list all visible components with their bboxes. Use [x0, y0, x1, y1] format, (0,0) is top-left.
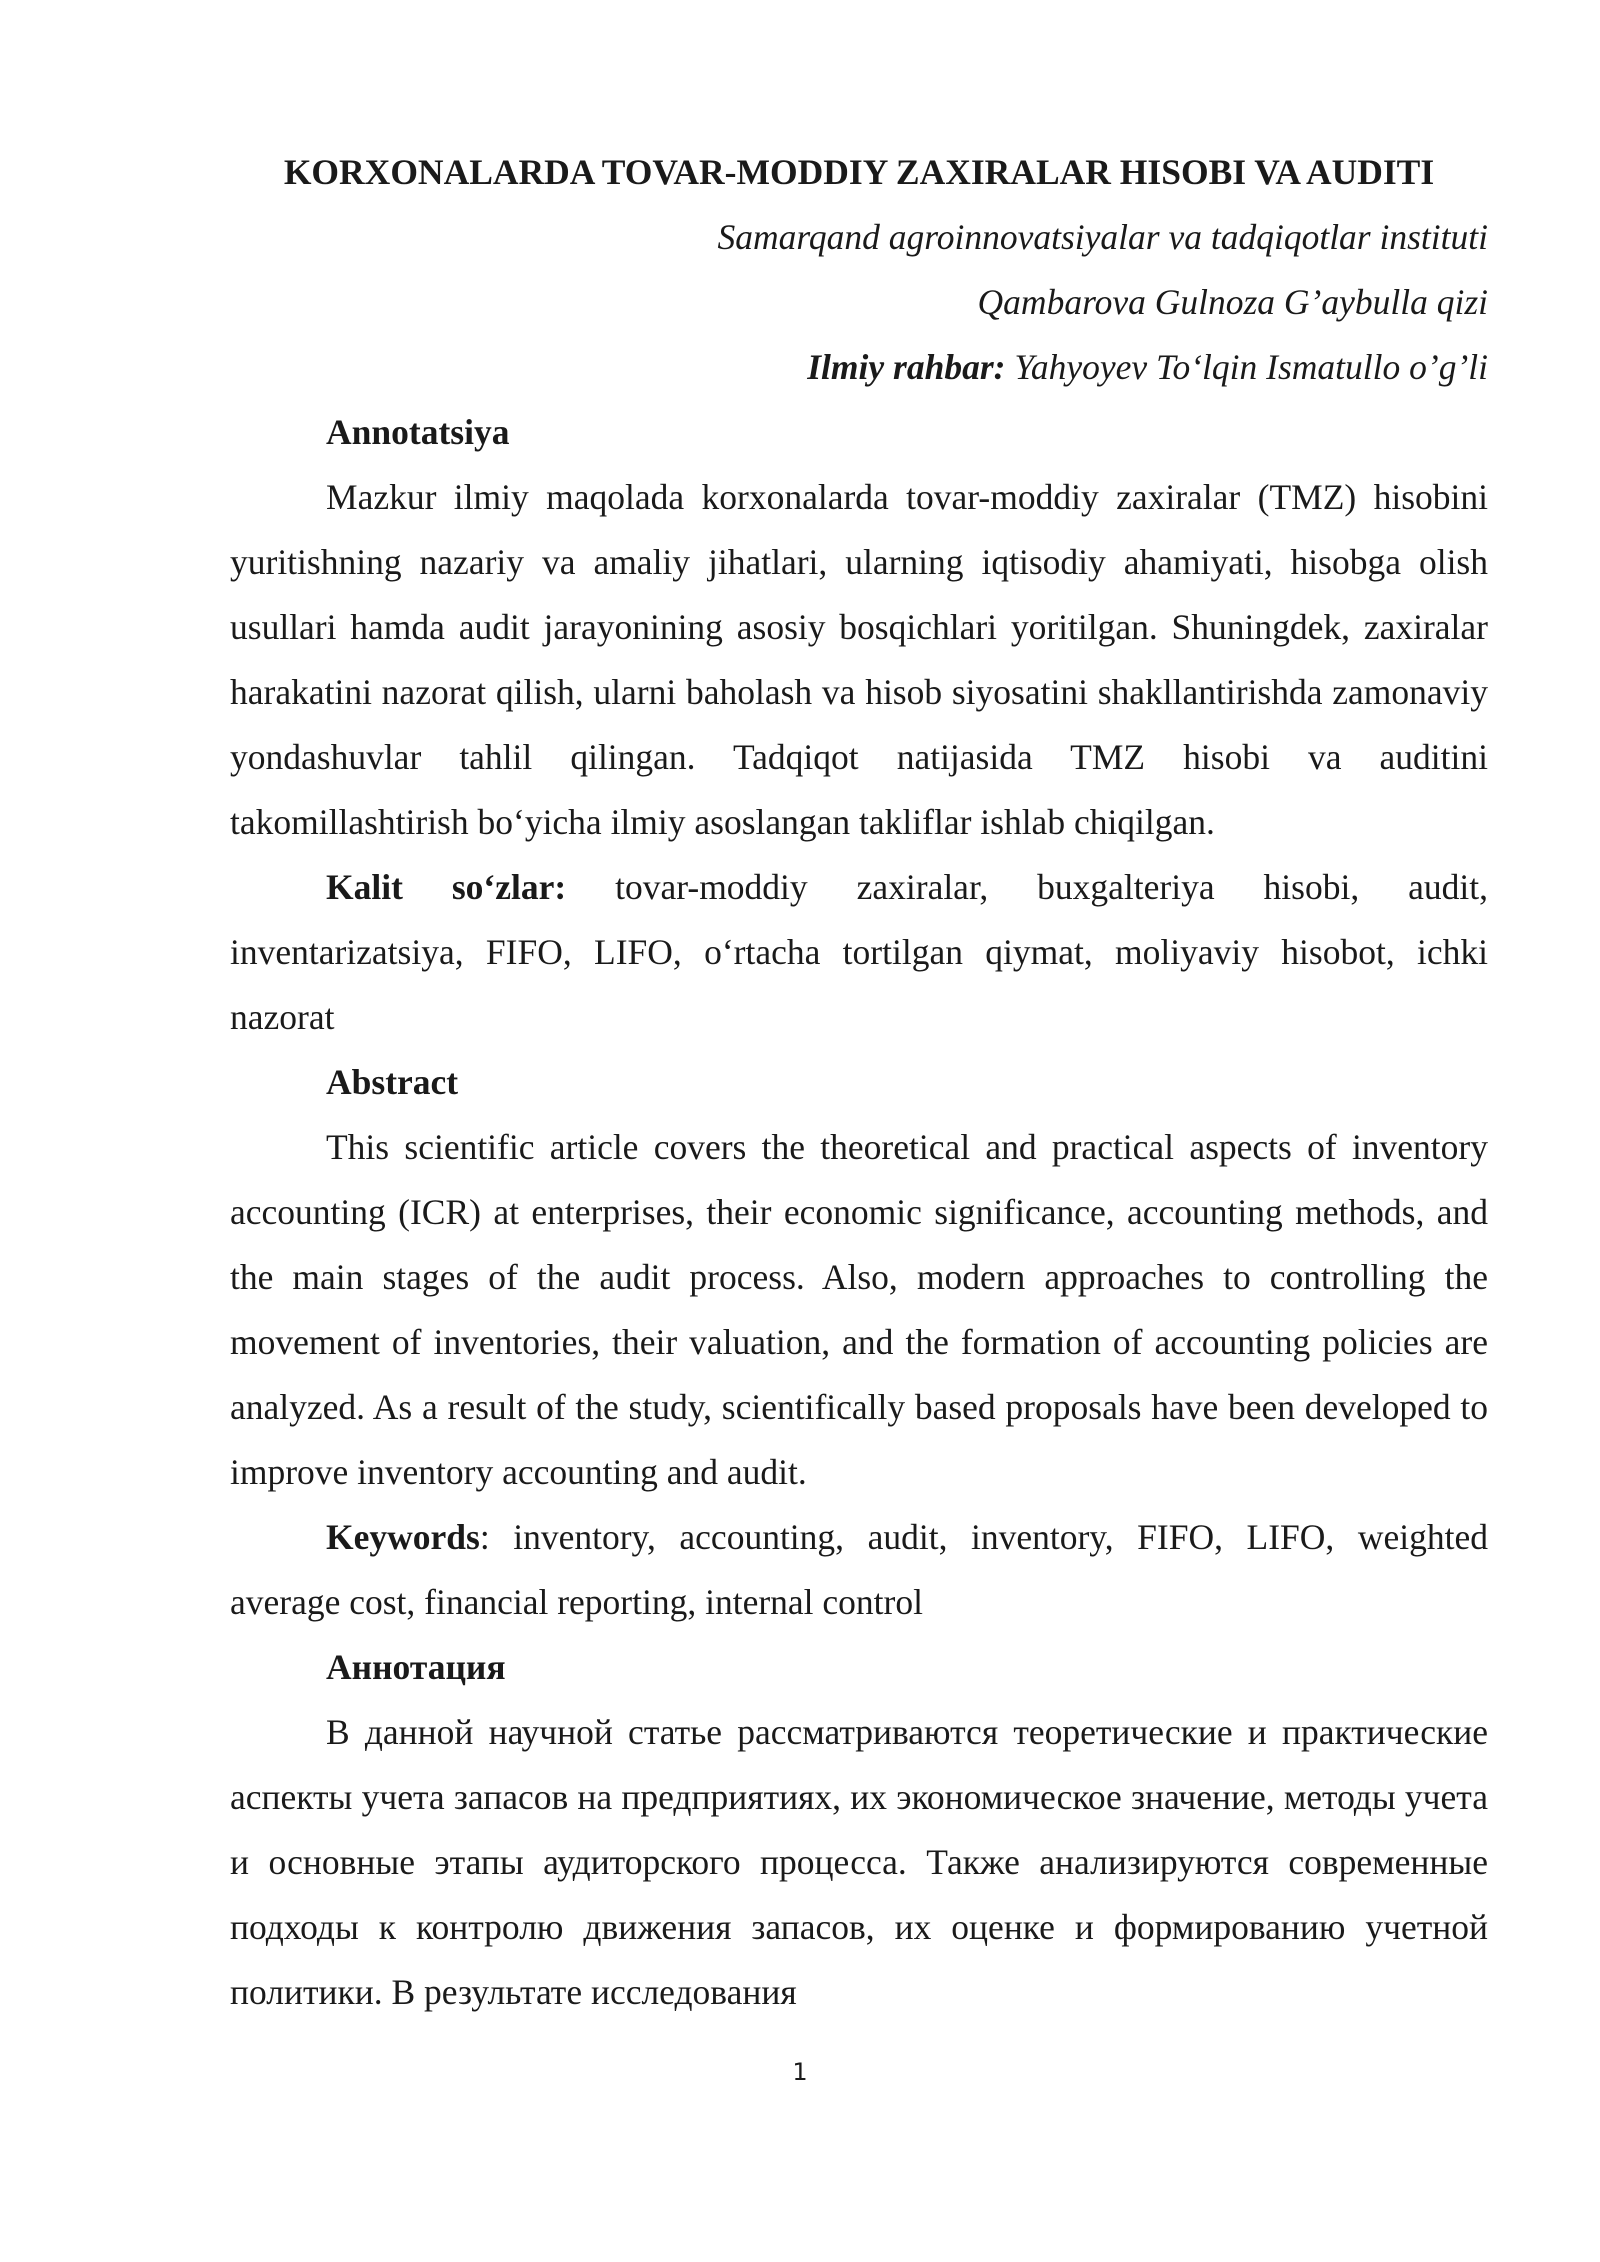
abstract-text: This scientific article covers the theoretical and practical aspects of inventory accounting (ICR) at enterprises, their economic significance, accounting methods, and the main stages of the audit process. Also, modern approaches to controlling the movement of inventories, their valuation, and the formation of accounting policies are analyzed. As a result of the study, scientifically based proposals have been developed to improve inventory accounting and audit. [230, 1127, 1488, 1492]
annotation-ru-text: В данной научной статье рассматриваются теоретические и практические аспекты учета запасов на предприятиях, их экономическое значение, методы учета и основные этапы аудиторского процесса. Также анализируются современные подходы к контролю движения запасов, их оценке и формированию учетной политики. В результате исследования [230, 1712, 1488, 2012]
paper-title: KORXONALARDA TOVAR-MODDIY ZAXIRALAR HISOBI VA AUDITI [283, 152, 1435, 192]
author-name: Qambarova Gulnoza G’aybulla qizi [977, 282, 1488, 322]
keywords-uz-list: tovar-moddiy zaxiralar, buxgalteriya hisobi, audit, inventarizatsiya, FIFO, LIFO, o‘rtacha tortilgan qiymat, moliyaviy hisobot, ichki nazorat [230, 867, 1488, 1037]
supervisor-name: Yahyoyev To‘lqin Ismatullo o’g’li [1005, 347, 1488, 387]
keywords-uz-label: Kalit so‘zlar: [326, 867, 567, 907]
paper-page [230, 140, 1488, 2025]
keywords-uz [230, 855, 1488, 1050]
annotation-ru-heading: Аннотация [326, 1647, 506, 1687]
supervisor-line [230, 335, 1488, 400]
annotation-uz-heading: Annotatsiya [326, 412, 510, 452]
keywords-en [230, 1505, 1488, 1635]
annotation-uz-text: Mazkur ilmiy maqolada korxonalarda tovar-moddiy zaxiralar (TMZ) hisobini yuritishning nazariy va amaliy jihatlari, ularning iqtisodiy ahamiyati, hisobga olish usullari hamda audit jarayonining asosiy bosqichlari yoritilgan. Shuningdek, zaxiralar harakatini nazorat qilish, ularni baholash va hisob siyosatini shakllantirishda zamonaviy yondashuvlar tahlil qilingan. Tadqiqot natijasida TMZ hisobi va auditini takomillashtirish bo‘yicha ilmiy asoslangan takliflar ishlab chiqilgan. [230, 477, 1488, 842]
page-number: 1 [792, 2058, 808, 2086]
institution: Samarqand agroinnovatsiyalar va tadqiqotlar instituti [717, 217, 1488, 257]
keywords-en-list: : inventory, accounting, audit, inventory, FIFO, LIFO, weighted average cost, financial reporting, internal control [230, 1517, 1488, 1622]
keywords-en-label: Keywords [326, 1517, 480, 1557]
supervisor-label: Ilmiy rahbar: [807, 347, 1006, 387]
abstract-heading: Abstract [326, 1062, 459, 1102]
